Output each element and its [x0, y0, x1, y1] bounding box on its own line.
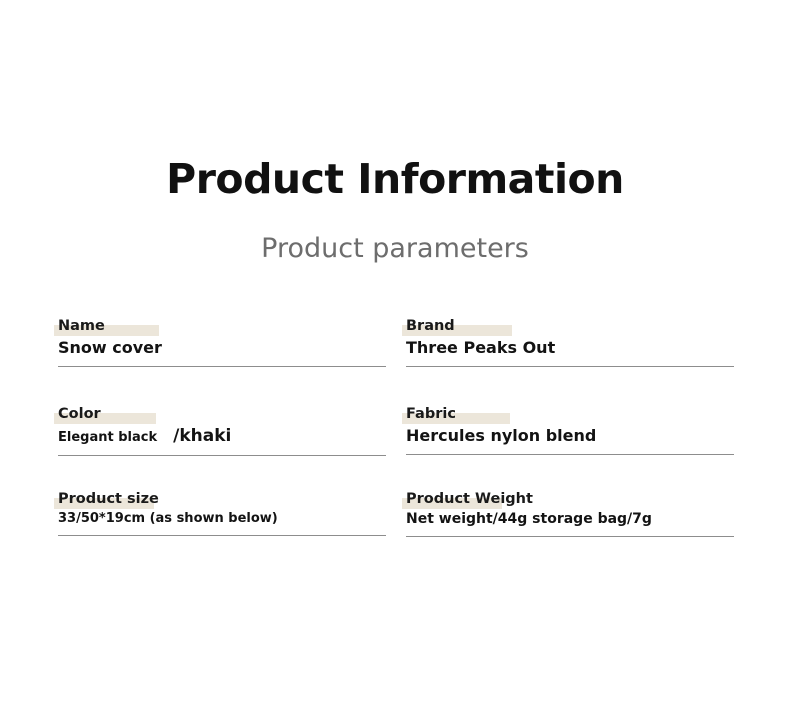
spec-label-wrap	[58, 315, 105, 334]
spec-label-wrap	[58, 488, 159, 507]
spec-value: Net weight/44g storage bag/7g	[406, 511, 734, 537]
spec-table	[58, 315, 734, 537]
spec-label: Fabric	[406, 406, 456, 422]
spec-label-wrap	[58, 403, 101, 422]
spec-label-wrap	[406, 315, 455, 334]
spec-value: Three Peaks Out	[406, 338, 734, 367]
page-subtitle: Product parameters	[261, 233, 529, 264]
spec-cell-brand	[406, 315, 734, 367]
spec-value	[58, 426, 386, 456]
spec-label: Color	[58, 406, 101, 422]
row-spacer	[58, 367, 734, 403]
spec-cell-product-size	[58, 488, 386, 537]
spec-label-wrap	[406, 403, 456, 422]
spec-label: Brand	[406, 318, 455, 334]
spec-value-primary: Elegant black	[58, 430, 158, 445]
page-title: Product Information	[166, 155, 624, 203]
spec-label-wrap	[406, 488, 533, 507]
spec-value-secondary: /khaki	[173, 426, 232, 446]
spec-value: Hercules nylon blend	[406, 426, 734, 455]
spec-label: Product size	[58, 491, 159, 507]
spec-cell-color	[58, 403, 386, 456]
row-spacer	[58, 456, 734, 488]
spec-row	[58, 315, 734, 367]
spec-value: 33/50*19cm (as shown below)	[58, 511, 386, 536]
spec-label: Name	[58, 318, 105, 334]
spec-row	[58, 403, 734, 456]
spec-cell-name	[58, 315, 386, 367]
spec-cell-fabric	[406, 403, 734, 456]
spec-row	[58, 488, 734, 537]
spec-label: Product Weight	[406, 491, 533, 507]
spec-value: Snow cover	[58, 338, 386, 367]
spec-cell-product-weight	[406, 488, 734, 537]
